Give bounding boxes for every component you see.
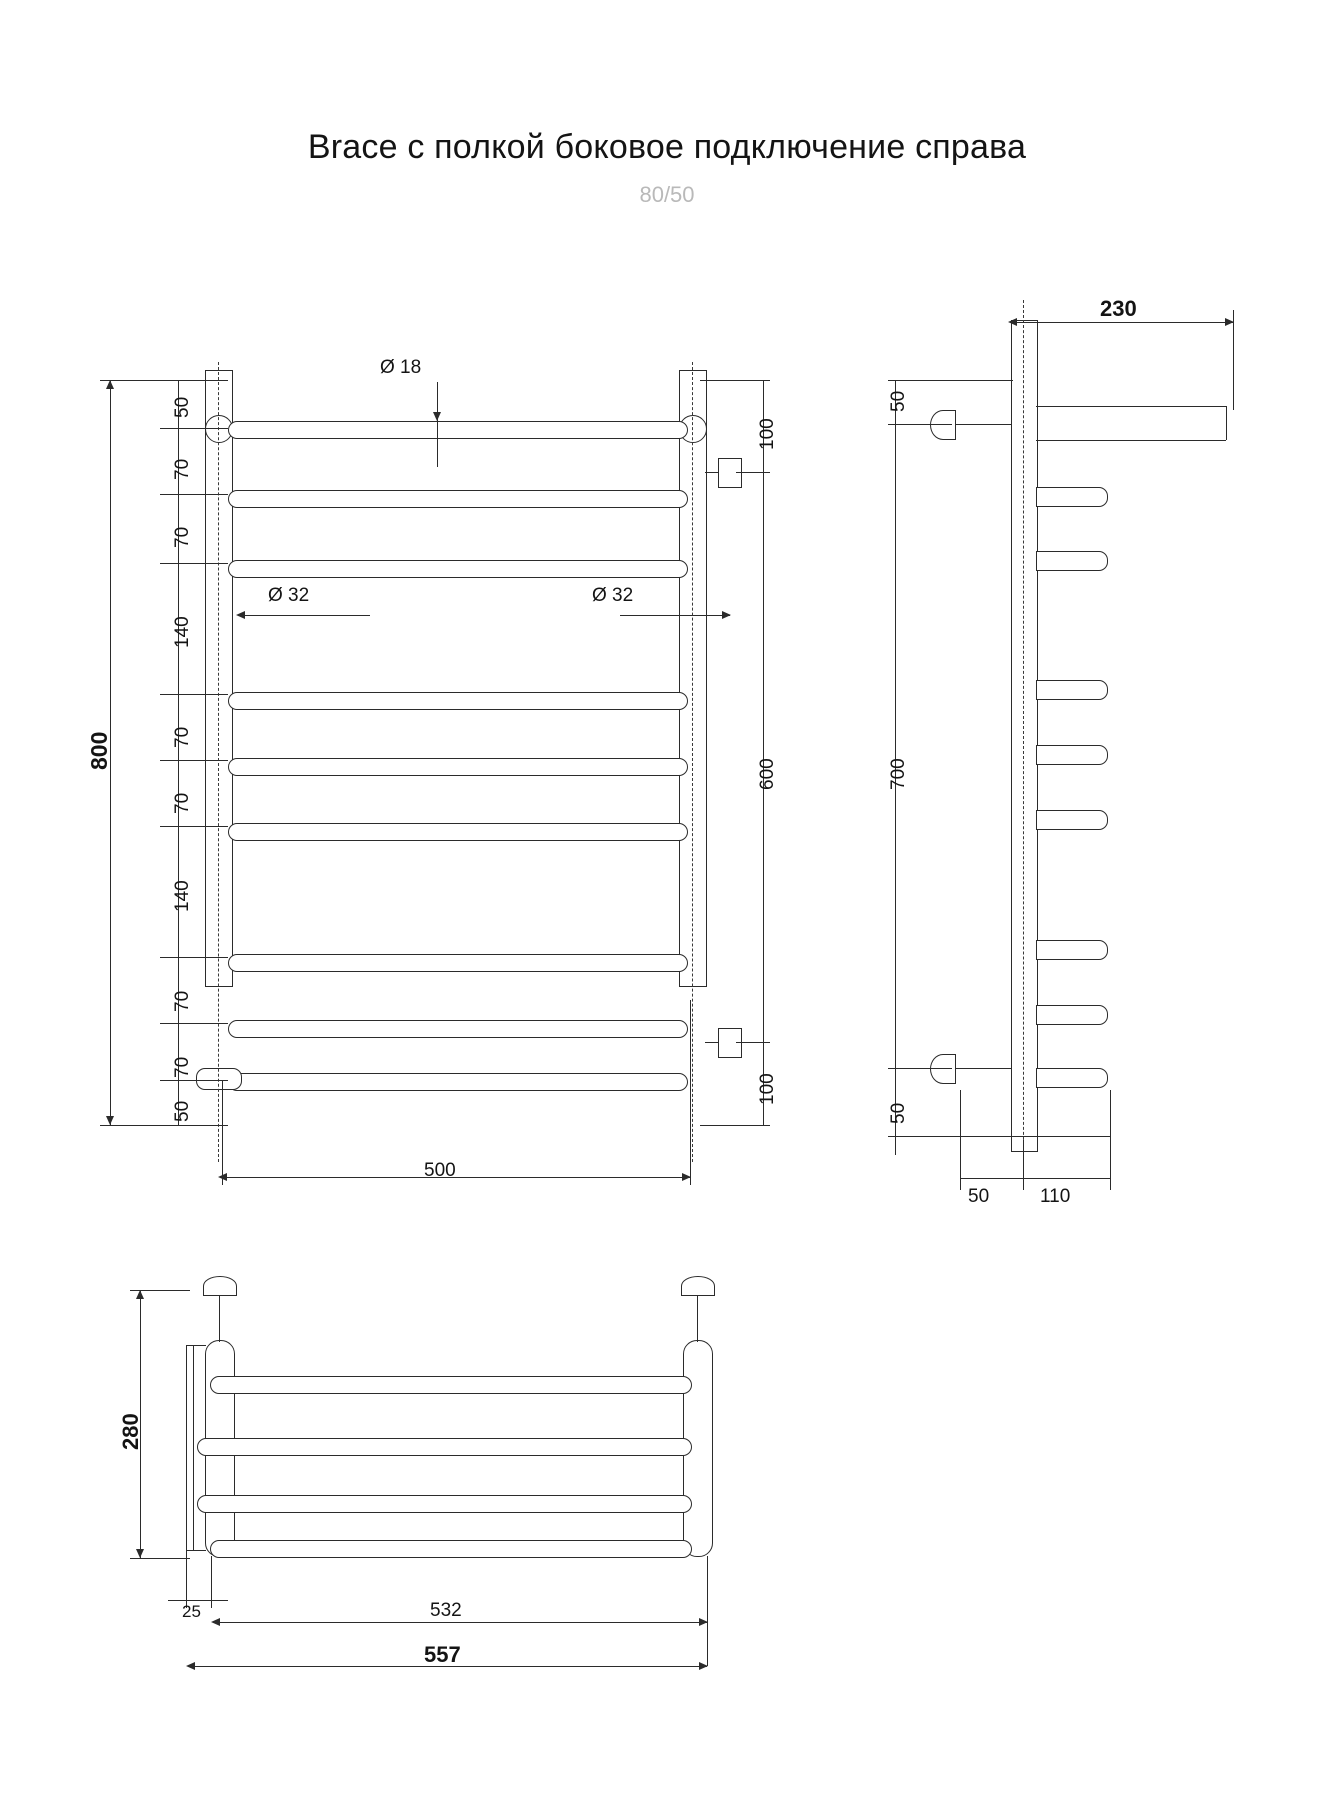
side-rail	[1036, 680, 1108, 700]
dim-532-label: 532	[430, 1600, 462, 1621]
dim-chain-line	[178, 380, 179, 1125]
shelf-rail	[197, 1438, 692, 1456]
page-subtitle: 80/50	[639, 182, 695, 207]
dim-seg-label: 140	[172, 616, 193, 648]
dim-d32-right-label: Ø 32	[592, 585, 634, 606]
front-shelf-bracket	[196, 1068, 242, 1090]
dim-280-ext-top	[130, 1290, 190, 1291]
front-rail	[228, 1020, 688, 1038]
side-bracket-top-stem	[952, 424, 1012, 425]
front-connector-bottom-stem	[705, 1042, 719, 1043]
dim-d18-label: Ø 18	[380, 357, 422, 378]
dim-557-label: 557	[424, 1642, 461, 1667]
front-rail	[228, 758, 688, 776]
front-rail	[228, 823, 688, 841]
dim-d32-right-arrow	[722, 611, 731, 619]
dim-tick	[160, 494, 228, 495]
side-rail	[1036, 551, 1108, 571]
dim-seg-label: 70	[172, 526, 193, 548]
dim-right-100-bottom: 100	[757, 1073, 778, 1105]
dim-right-100-top: 100	[757, 418, 778, 450]
dim-tick	[160, 563, 228, 564]
front-rail	[228, 490, 688, 508]
shelf-right-mount-cone	[681, 1276, 715, 1296]
dim-800-label: 800	[86, 731, 112, 770]
shelf-left-mount-cone	[203, 1276, 237, 1296]
side-rail	[1036, 810, 1108, 830]
side-post-centerline	[1023, 300, 1024, 1170]
dim-seg-label: 50	[172, 396, 193, 418]
dim-532-arrow-left	[211, 1618, 220, 1626]
front-right-post	[679, 370, 707, 987]
dim-557-arrow-right	[699, 1662, 708, 1670]
front-connector-top-stem	[705, 472, 719, 473]
dim-800-arrow-up	[106, 380, 114, 389]
dim-side-50-base: 50	[968, 1186, 990, 1207]
front-rail	[228, 1073, 688, 1091]
dim-500-ext-right	[690, 1000, 691, 1185]
side-bracket-bottom-stem	[952, 1068, 1012, 1069]
dim-side-110-base: 110	[1040, 1186, 1071, 1207]
side-shelf-bottom	[1036, 440, 1226, 441]
front-rail	[228, 692, 688, 710]
shelf-left-endcap-b	[193, 1345, 194, 1550]
dim-557-arrow-left	[186, 1662, 195, 1670]
shelf-left-endcap-a	[186, 1345, 187, 1550]
dim-tick	[160, 1023, 228, 1024]
dim-side-base-ext-a	[960, 1090, 961, 1190]
dim-d18-leader	[437, 382, 438, 467]
side-foot-edge	[1110, 1090, 1111, 1136]
dim-side-base-ext-c	[1110, 1136, 1111, 1190]
dim-side-50-bottom: 50	[888, 1102, 909, 1124]
dim-500-label: 500	[424, 1160, 456, 1181]
side-shelf-top	[1036, 406, 1226, 407]
front-right-centerline	[692, 362, 693, 1162]
shelf-rail	[210, 1540, 692, 1558]
shelf-rail	[210, 1376, 692, 1394]
dim-tick	[160, 760, 228, 761]
dim-500-ext-left	[222, 1080, 223, 1185]
side-rail	[1036, 745, 1108, 765]
shelf-rail	[197, 1495, 692, 1513]
dim-tick	[160, 694, 228, 695]
shelf-left-mount-stem	[219, 1290, 220, 1342]
dim-seg-label: 70	[172, 726, 193, 748]
front-connector-bottom	[718, 1028, 742, 1058]
dim-tick	[160, 1125, 228, 1126]
dim-side-base-line-a	[960, 1178, 1023, 1179]
dim-532-line	[215, 1622, 707, 1623]
side-rail	[1036, 1005, 1108, 1025]
dim-seg-label: 70	[172, 1056, 193, 1078]
side-shelf-edge	[1226, 406, 1227, 440]
dim-230-line	[1011, 322, 1233, 323]
dim-d32-right-leader	[620, 615, 730, 616]
front-rail	[228, 560, 688, 578]
dim-tick	[160, 826, 228, 827]
front-left-post	[205, 370, 233, 987]
dim-side-700: 700	[888, 758, 909, 790]
dim-seg-label: 70	[172, 458, 193, 480]
page-title: Brace с полкой боковое подключение справа	[307, 128, 1027, 166]
dim-side-50-top: 50	[888, 390, 909, 412]
dim-tick	[888, 1068, 952, 1069]
side-foot-plate	[1000, 1136, 1110, 1137]
dim-280-arrow-up	[136, 1290, 144, 1299]
dim-d32-left-label: Ø 32	[268, 585, 310, 606]
dim-280-arrow-down	[136, 1549, 144, 1558]
side-bracket-bottom-cone	[930, 1054, 956, 1084]
dim-532-ext-right	[707, 1556, 708, 1666]
dim-seg-label: 140	[172, 880, 193, 912]
dim-side-base-ext-b	[1023, 1140, 1024, 1190]
dim-d32-left-leader	[240, 615, 370, 616]
dim-right-chain	[763, 380, 764, 1125]
side-rail	[1036, 940, 1108, 960]
side-rail	[1036, 487, 1108, 507]
dim-d18-arrow	[433, 412, 441, 421]
dim-seg-label: 50	[172, 1100, 193, 1122]
dim-230-label: 230	[1100, 296, 1137, 321]
front-rail	[228, 421, 688, 439]
shelf-right-mount-stem	[697, 1290, 698, 1342]
dim-25-label: 25	[182, 1602, 201, 1621]
front-connector-top	[718, 458, 742, 488]
dim-seg-label: 70	[172, 792, 193, 814]
dim-tick	[736, 472, 770, 473]
side-post	[1011, 320, 1038, 1152]
dim-280-ext-bottom	[130, 1558, 190, 1559]
shelf-left-endcap-bottom	[186, 1550, 206, 1551]
dim-tick	[736, 1042, 770, 1043]
dim-25-line	[168, 1600, 228, 1601]
dim-tick	[888, 1136, 1013, 1137]
dim-side-base-line-b	[1023, 1178, 1110, 1179]
front-rail	[228, 954, 688, 972]
dim-230-arrow-left	[1008, 318, 1017, 326]
dim-tick	[888, 424, 952, 425]
side-rail	[1036, 1068, 1108, 1088]
dim-230-ext-right	[1233, 310, 1234, 410]
dim-tick	[160, 380, 228, 381]
dim-tick	[160, 1080, 228, 1081]
front-left-centerline	[218, 362, 219, 1162]
dim-right-600: 600	[757, 758, 778, 790]
side-bracket-top-cone	[930, 410, 956, 440]
dim-280-label: 280	[118, 1413, 143, 1450]
shelf-left-endcap-top	[186, 1345, 206, 1346]
dim-d32-left-arrow	[236, 611, 245, 619]
dim-tick	[888, 380, 1013, 381]
dim-seg-label: 70	[172, 990, 193, 1012]
dim-tick	[700, 380, 770, 381]
dim-tick	[700, 1125, 770, 1126]
dim-500-line	[222, 1177, 690, 1178]
dim-800-arrow-down	[106, 1116, 114, 1125]
dim-tick	[160, 957, 228, 958]
dim-tick	[160, 428, 228, 429]
